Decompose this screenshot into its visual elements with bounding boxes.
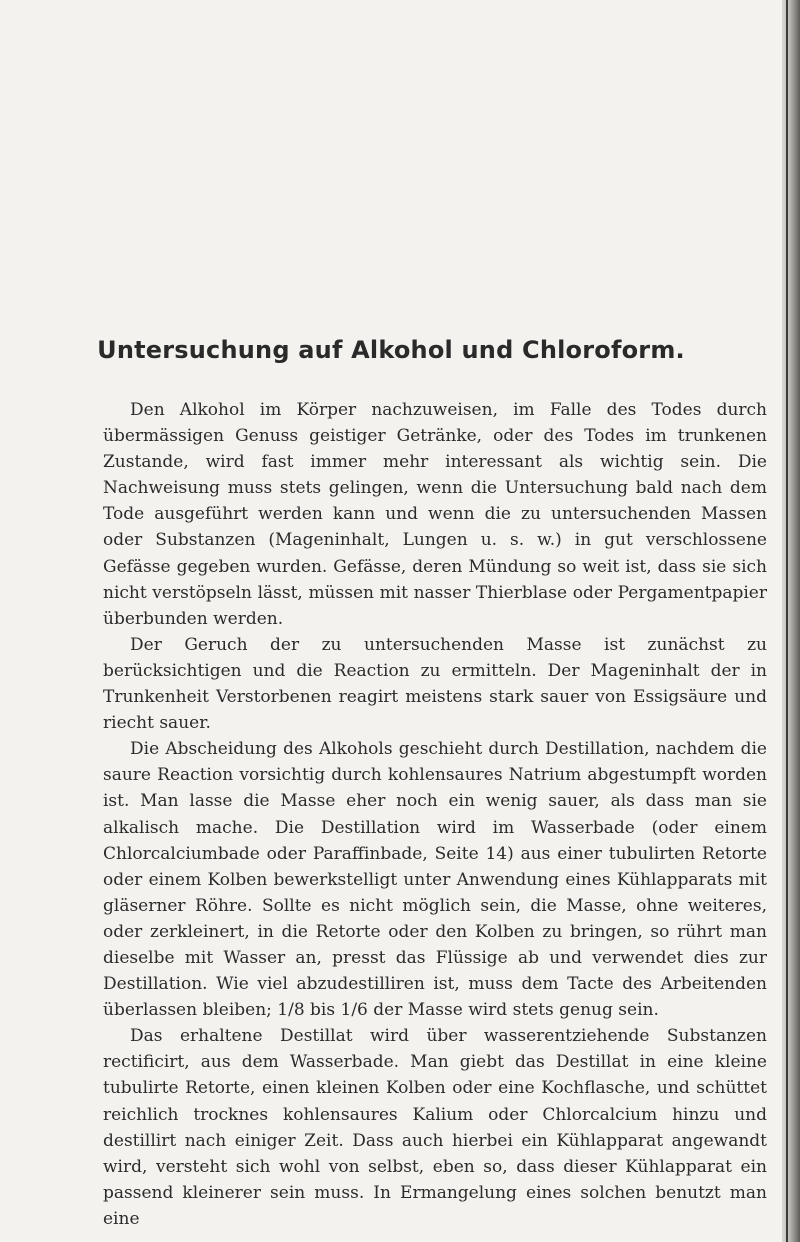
binding-edge-line <box>786 0 788 1242</box>
body-text <box>103 397 767 1232</box>
page-title: Untersuchung auf Alkohol und Chloroform. <box>97 336 685 364</box>
paragraph-rectification: Das erhaltene Destillat wird über wasserentziehende Substanzen rectificirt, aus dem Wasserbade. Man giebt das Destillat in eine kleine tubulirte Retorte, einen kleinen Kolben oder eine Kochflasche, und schüttet reichlich trocknes kohlensaures Kalium oder Chlorcalcium hinzu und destillirt nach einiger Zeit. Dass auch hierbei ein Kühlapparat angewandt wird, versteht sich wohl von selbst, eben so, dass dieser Kühlapparat ein passend kleinerer sein muss. In Ermangelung eines solchen benutzt man eine <box>103 1026 767 1229</box>
paragraph-alkohol-nachweis: Den Alkohol im Körper nachzuweisen, im Falle des Todes durch übermässigen Genuss geistiger Getränke, oder des Todes im trunkenen Zustande, wird fast immer mehr interessant als wichtig sein. Die Nachweisung muss stets gelingen, wenn die Untersuchung bald nach dem Tode ausgeführt werden kann und wenn die zu untersuchenden Massen oder Substanzen (Mageninhalt, Lungen u. s. w.) in gut verschlossene Gefässe gegeben wurden. Gefässe, deren Mündung so weit ist, dass sie sich nicht verstöpseln lässt, müssen mit nasser Thierblase oder Pergamentpapier überbunden werden. <box>103 400 767 629</box>
paragraph-geruch-reaction: Der Geruch der zu untersuchenden Masse ist zunächst zu berücksichtigen und die Reaction zu ermitteln. Der Mageninhalt der in Trunkenheit Verstorbenen reagirt meistens stark sauer von Essigsäure und riecht sauer. <box>103 634 767 734</box>
paragraph-destillation: Die Abscheidung des Alkohols geschieht durch Destillation, nachdem die saure Reaction vorsichtig durch kohlensaures Natrium abgestumpft worden ist. Man lasse die Masse eher noch ein wenig sauer, als dass man sie alkalisch mache. Die Destillation wird im Wasserbade (oder einem Chlorcalciumbade oder Paraffinbade, Seite 14) aus einer tubulirten Retorte oder einem Kolben bewerkstelligt unter Anwendung eines Kühlapparats mit gläserner Röhre. Sollte es nicht möglich sein, die Masse, ohne weiteres, oder zerkleinert, in die Retorte oder den Kolben zu bringen, so rührt man dieselbe mit Wasser an, presst das Flüssige ab und verwendet dies zur Destillation. Wie viel abzudestilliren ist, muss dem Tacte des Arbeitenden überlassen bleiben; 1/8 bis 1/6 der Masse wird stets genug sein. <box>103 739 767 1021</box>
page-edge-shadow <box>782 0 800 1242</box>
